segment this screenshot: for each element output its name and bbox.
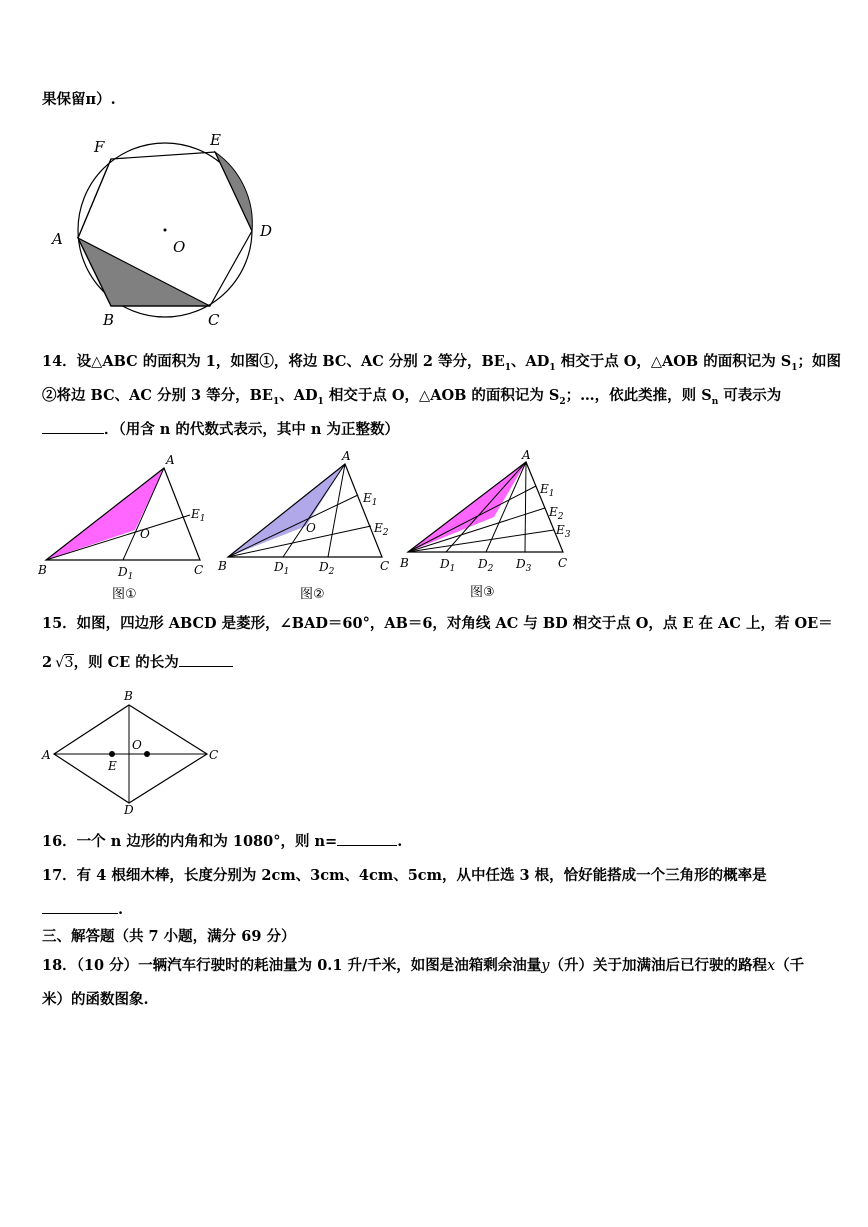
caption-fig1: 图① <box>112 587 137 602</box>
t1-E1: $E_1$ <box>191 507 206 524</box>
t1-C: C <box>194 563 204 577</box>
t2-D1: $D_1$ <box>274 560 290 577</box>
rh-O: O <box>132 738 142 752</box>
q18-line2: 米）的函数图象. <box>42 991 149 1008</box>
t2-D2: $D_2$ <box>319 560 335 577</box>
q15-answer-blank <box>179 666 233 667</box>
t3-E1: $E_1$ <box>540 482 555 499</box>
q14-answer-blank <box>42 433 104 434</box>
t3-C: C <box>558 556 568 570</box>
rh-A: A <box>42 748 51 762</box>
t2-O: O <box>306 521 316 535</box>
t2-E1: $E_1$ <box>363 491 378 508</box>
rh-C: C <box>209 748 219 762</box>
hexagon-in-circle-figure <box>45 128 285 333</box>
t3-D2: $D_2$ <box>478 557 494 574</box>
center-dot <box>164 229 167 232</box>
t3-E2: $E_2$ <box>549 505 564 522</box>
label-D: D <box>260 222 273 240</box>
t3-E3: $E_3$ <box>556 523 571 540</box>
t2-B: B <box>218 559 227 573</box>
triangles-figure <box>38 450 578 608</box>
t1-A: A <box>166 453 175 467</box>
prev-answer-note: 果保留π）. <box>42 91 116 108</box>
label-B: B <box>103 311 115 329</box>
label-C: C <box>208 311 220 329</box>
t3-D1: $D_1$ <box>440 557 456 574</box>
t2-C: C <box>380 559 390 573</box>
caption-fig2: 图② <box>300 587 325 602</box>
q18-line1: 18．（10 分）一辆汽车行驶时的耗油量为 0.1 升/千米，如图是油箱剩余油量y（升）关于加满油后已行驶的路程x（千 <box>42 957 805 974</box>
t2-A: A <box>342 450 351 463</box>
label-E: E <box>210 131 221 149</box>
rh-B: B <box>124 689 133 703</box>
q14-line2: ②将边 BC、AC 分别 3 等分，$BE_1$、$AD_1$ 相交于点 O，△AOB 的面积记为 $S_2$；…，依此类推，则 $S_n$ 可表示为 <box>42 387 782 407</box>
point-E <box>109 751 115 757</box>
q17-line1: 17．有 4 根细木棒，长度分别为 2cm、3cm、4cm、5cm，从中任选 3 根，恰好能搭成一个三角形的概率是 <box>42 867 767 884</box>
q16-answer-blank <box>337 845 397 846</box>
t3-D3: $D_3$ <box>516 557 532 574</box>
rh-D: D <box>124 803 134 817</box>
t2-E2: $E_2$ <box>374 521 389 538</box>
t1-O: O <box>140 527 150 541</box>
rhombus-figure <box>40 688 225 818</box>
q17-answer-blank <box>42 913 118 914</box>
t3-B: B <box>400 556 409 570</box>
section-3-heading: 三、解答题（共 7 小题，满分 69 分） <box>42 928 296 945</box>
point-O-dot <box>144 751 150 757</box>
t1-B: B <box>38 563 47 577</box>
label-A: A <box>52 230 63 248</box>
q17-line2: . <box>42 900 123 920</box>
label-O: O <box>173 238 186 256</box>
q14-line3: ．（用含 n 的代数式表示，其中 n 为正整数） <box>42 420 399 440</box>
label-F: F <box>94 138 105 156</box>
q15-line1: 15．如图，四边形 ABCD 是菱形，∠BAD＝60°，AB＝6，对角线 AC 与 BD 相交于点 O，点 E 在 AC 上，若 OE＝ <box>42 615 833 632</box>
caption-fig3: 图③ <box>470 585 495 600</box>
t3-A: A <box>522 450 531 462</box>
rh-E: E <box>108 759 117 773</box>
q16-line: 16．一个 n 边形的内角和为 1080°，则 n= . <box>42 833 403 850</box>
q15-line2: 2 √3，则 CE 的长为 <box>42 653 233 673</box>
shaded-triangle-ABC <box>78 238 210 306</box>
t1-D1: $D_1$ <box>118 565 134 582</box>
q14-line1: 14．设△ABC 的面积为 1，如图①，将边 BC、AC 分别 2 等分，$BE_1$、$AD_1$ 相交于点 O，△AOB 的面积记为 $S_1$；如图 <box>42 353 841 373</box>
